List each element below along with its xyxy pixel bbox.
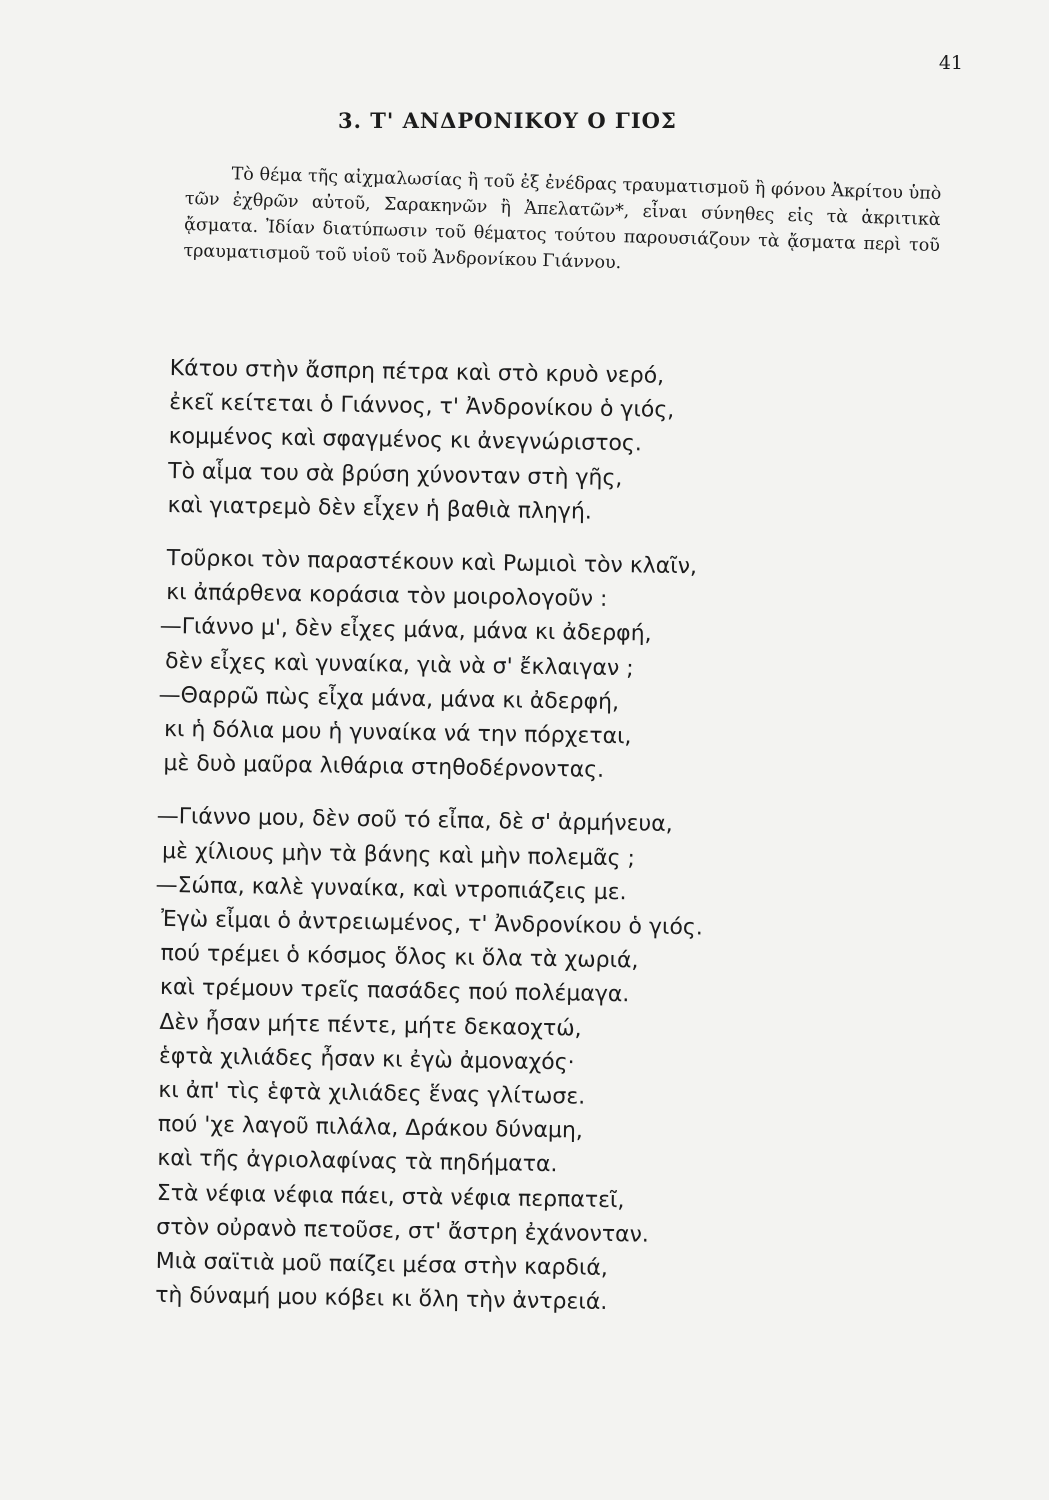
verse-line: καὶ τρέμουν τρεῖς πασάδες πού πολέμαγα.	[159, 975, 630, 1008]
verse-line: καὶ γιατρεμὸ δὲν εἶχεν ἡ βαθιὰ πληγή.	[167, 492, 593, 525]
verse-line: Τὸ αἷμα του σὰ βρύση χύνονταν στὴ γῆς,	[167, 458, 623, 491]
verse-line: Δὲν ἦσαν μήτε πέντε, μήτε δεκαοχτώ,	[159, 1009, 582, 1042]
verse-line: δὲν εἶχες καὶ γυναίκα, γιὰ νὰ σ' ἔκλαιγαν ;	[164, 648, 634, 681]
verse-line: Ἐγὼ εἶμαι ὁ ἀντρειωμένος, τ' Ἀνδρονίκου ὁ γιός.	[160, 906, 703, 941]
verse-line: —Σώπα, καλὲ γυναίκα, καὶ ντροπιάζεις με.	[155, 872, 627, 906]
verse-line: —Θαρρῶ πὼς εἶχα μάνα, μάνα κι ἀδερφή,	[158, 682, 620, 715]
intro-paragraph: Τὸ θέμα τῆς αἰχμαλωσίας ἢ τοῦ ἐξ ἐνέδρας τραυματισμοῦ ἢ φόνου Ἀκρίτου ὑπὸ τῶν ἐχθρῶν αὐτοῦ, Σαρακηνῶν ἢ Ἀπελατῶν*, εἶναι σύνηθες εἰς τὰ ἀκριτικὰ ᾄσματα. Ἰδίαν διατύπωσιν τοῦ θέματος τούτου παρουσιάζουν τὰ ᾄσματα περὶ τοῦ τραυματισμοῦ τοῦ υἱοῦ τοῦ Ἀνδρονίκου Γιάννου.	[183, 164, 942, 274]
verse-line: Τοῦρκοι τὸν παραστέκουν καὶ Ρωμιοὶ τὸν κλαῖν,	[166, 545, 698, 580]
verse-line: ἐκεῖ κείτεται ὁ Γιάννος, τ' Ἀνδρονίκου ὁ γιός,	[169, 390, 675, 424]
verse-line: Μιὰ σαϊτιὰ μοῦ παίζει μέσα στὴν καρδιά,	[155, 1248, 609, 1282]
verse-line: πού 'χε λαγοῦ πιλάλα, Δράκου δύναμη,	[157, 1112, 584, 1144]
stanza-3	[155, 800, 903, 1325]
chapter-title: 3. Τ' ΑΝΔΡΟΝΙΚΟΥ Ο ΓΙΟΣ	[338, 108, 677, 133]
verse-line: κι ἀπ' τὶς ἑφτὰ χιλιάδες ἕνας γλίτωσε.	[158, 1077, 586, 1110]
verse-line: κομμένος καὶ σφαγμένος κι ἀνεγνώριστος.	[168, 424, 642, 457]
verse-line: Κάτου στὴν ἄσπρη πέτρα καὶ στὸ κρυὸ νερό,	[169, 355, 665, 389]
verse-line: πού τρέμει ὁ κόσμος ὅλος κι ὅλα τὰ χωριά,	[160, 941, 639, 974]
verse-line: μὲ χίλιους μὴν τὰ βάνης καὶ μὴν πολεμᾶς ;	[161, 838, 636, 872]
verse-line: —Γιάννο μου, δὲν σοῦ τό εἶπα, δὲ σ' ἀρμήνευα,	[156, 804, 673, 838]
verse-line: —Γιάννο μ', δὲν εἶχες μάνα, μάνα κι ἀδερφή,	[159, 614, 652, 648]
verse-line: καὶ τῆς ἀγριολαφίνας τὰ πηδήματα.	[157, 1146, 558, 1178]
verse-line: Στὰ νέφια νέφια πάει, στὰ νέφια περπατεῖ,	[156, 1180, 625, 1213]
stanza-2	[158, 542, 907, 793]
poem	[155, 352, 910, 1344]
verse-line: στὸν οὐρανὸ πετοῦσε, στ' ἄστρη ἐχάνονταν.	[156, 1214, 650, 1248]
verse-line: μὲ δυὸ μαῦρα λιθάρια στηθοδέρνοντας.	[163, 751, 605, 784]
verse-line: τὴ δύναμή μου κόβει κι ὅλη τὴν ἀντρειά.	[154, 1283, 608, 1316]
verse-line: ἑφτὰ χιλιάδες ἦσαν κι ἐγὼ ἀμοναχός·	[158, 1043, 575, 1076]
verse-line: κι ἡ δόλια μου ἡ γυναίκα νά την πόρχεται,	[163, 716, 632, 750]
stanza-1	[167, 352, 910, 535]
page-number: 41	[938, 52, 963, 74]
verse-line: κι ἀπάρθενα κοράσια τὸν μοιρολογοῦν :	[166, 580, 608, 613]
